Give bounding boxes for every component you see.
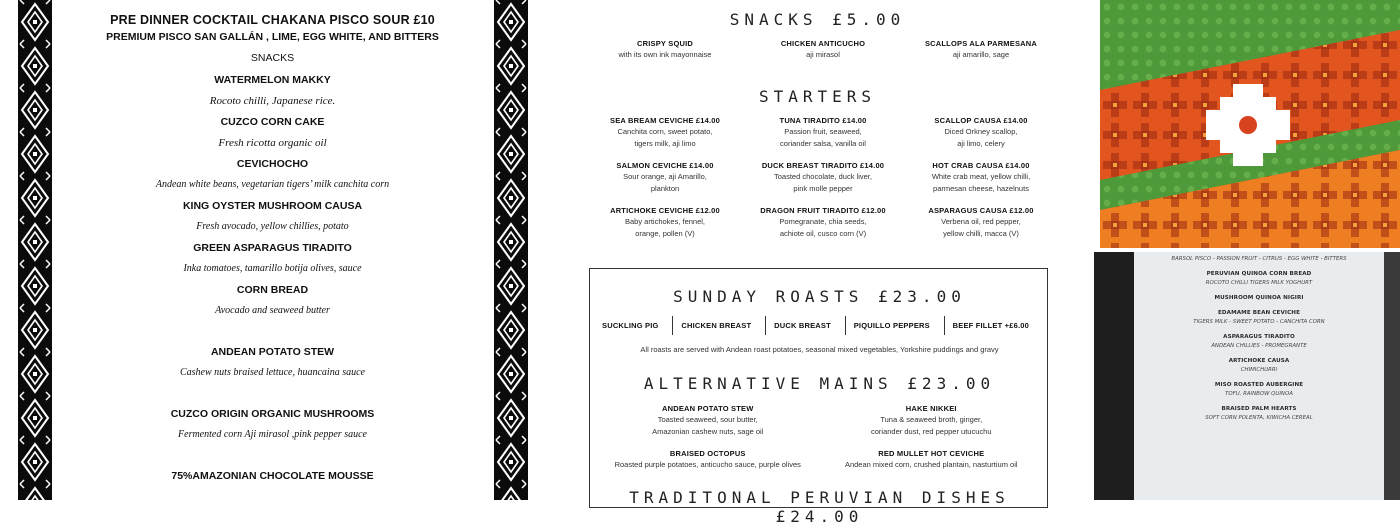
main-menu-page [540,0,1095,526]
menu-item-name: ANDEAN POTATO STEW [210,346,335,358]
menu-item-name: CUZCO ORIGIN ORGANIC MUSHROOMS [170,408,375,420]
item-name: DUCK BREAST TIRADITO £14.00 [761,161,885,170]
menu-item-desc: Inka tomatoes, tamarillo botija olives, sauce [183,263,362,274]
snacks-section-title: SNACKS £5.00 [729,10,906,29]
starters-grid [588,115,1058,250]
item-name: HAKE NIKKEI [905,404,957,413]
roast-options [602,316,1037,335]
starter-item [904,205,1058,240]
snacks-heading: SNACKS [250,52,295,64]
alt-main-item [822,403,1042,438]
item-name: ASPARAGUS CAUSA £12.00 [928,206,1034,215]
item-desc: Andean mixed corn, crushed plantain, nasturtium oil [844,460,1018,469]
item-desc: pink molle pepper [793,184,853,193]
item-desc: Toasted seaweed, sour butter, [657,415,758,424]
item-name: TUNA TIRADITO £14.00 [779,116,867,125]
item-name: CHICKEN ANTICUCHO [780,39,866,48]
snack-item [904,38,1058,61]
item-desc: coriander dust, red pepper utucuchu [871,427,992,436]
roasts-box [589,268,1048,526]
item-name: DRAGON FRUIT TIRADITO £12.00 [760,206,886,215]
item-desc: coriander salsa, vanilla oil [780,139,866,148]
roast-note: All roasts are served with Andean roast potatoes, seasonal mixed vegetables, Yorkshire puddings and gravy [640,345,999,354]
menu1-text [60,12,485,483]
starter-item [588,205,742,240]
printed-menu-photo [1094,252,1400,500]
roast-option: PIQUILLO PEPPERS [845,316,938,335]
item-desc: aji limo, celery [957,139,1005,148]
menu-item-name: GREEN ASPARAGUS TIRADITO [193,242,352,254]
starter-item [588,115,742,150]
item-name: SCALLOPS ALA PARMESANA [924,39,1038,48]
paper-item-desc: CHIMICHURRI [1240,367,1278,373]
item-desc: aji amarillo, sage [952,50,1010,59]
alt-mains-section-title: ALTERNATIVE MAINS £23.00 [643,374,996,393]
menu-item-name: WATERMELON MAKKY [214,74,331,86]
item-desc: with its own ink mayonnaise [618,50,712,59]
item-desc: Canchita corn, sweet potato, [617,127,713,136]
traditional-section-title: TRADITONAL PERUVIAN DISHES £24.00 [629,488,1010,526]
left-textile-border [18,0,52,500]
item-name: ANDEAN POTATO STEW [661,404,754,413]
paper-item-desc: SOFT CORN POLENTA, KIWICHA CEREAL [1205,415,1313,421]
paper-item-name: MUSHROOM QUINOA NIGIRI [1214,295,1304,301]
menu-item-name: CEVICHOCHO [236,158,309,170]
paper-item-name: ARTICHOKE CAUSA [1228,358,1290,364]
item-desc: achiote oil, cusco corn (V) [779,229,867,238]
item-desc: plankton [650,184,680,193]
item-desc: Baby artichokes, fennel, [624,217,706,226]
right-textile-border [494,0,528,500]
printed-menu-paper [1134,252,1384,500]
item-desc: parmesan cheese, hazelnuts [933,184,1029,193]
item-desc: Verbena oil, red pepper, [941,217,1021,226]
item-desc: Passion fruit, seaweed, [784,127,862,136]
paper-item-name: MISO ROASTED AUBERGINE [1214,382,1304,388]
alt-mains-grid [598,403,1041,481]
menu-item-name: CORN BREAD [236,284,309,296]
item-desc: Diced Orkney scallop, [944,127,1018,136]
starter-item [746,115,900,150]
item-desc: Tuna & seaweed broth, ginger, [880,415,983,424]
snacks-grid [588,38,1058,71]
menu-item-name: KING OYSTER MUSHROOM CAUSA [182,200,363,212]
table-edge [1384,252,1400,500]
roast-option: SUCKLING PIG [602,321,659,330]
roast-option: BEEF FILLET +£6.00 [944,316,1037,335]
paper-top-line: BARSOL PISCO - PASSION FRUIT - CITRUS - EGG WHITE - BITTERS [1171,256,1347,262]
starter-item [746,205,900,240]
item-desc: Toasted chocolate, duck liver, [774,172,872,181]
item-name: HOT CRAB CAUSA £14.00 [932,161,1030,170]
paper-item-desc: TOFU, RAINBOW QUINOA [1225,391,1293,397]
item-desc: Sour orange, aji Amarillo, [623,172,707,181]
item-desc: yellow chilli, macca (V) [943,229,1019,238]
menu-item-desc: Fresh ricotta organic oil [218,137,327,149]
item-desc: Pomegranate, chia seeds, [779,217,867,226]
starter-item [588,160,742,195]
snack-item [588,38,742,61]
paper-item-name: BRAISED PALM HEARTS [1221,406,1297,412]
menu-item-name: 75%AMAZONIAN CHOCOLATE MOUSSE [171,470,374,482]
item-name: SALMON CEVICHE £14.00 [616,161,714,170]
item-name: SEA BREAM CEVICHE £14.00 [610,116,720,125]
starter-item [746,160,900,195]
textile-border-pattern [18,0,52,500]
paper-item-name: ASPARAGUS TIRADITO [1223,334,1295,340]
cocktail-subtitle: PREMIUM PISCO SAN GALLÁN , LIME, EGG WHITE, AND BITTERS [106,31,439,43]
item-desc: aji mirasol [806,50,840,59]
paper-item-desc: ANDEAN CHILLIES - PROMEGRANTE [1211,343,1307,349]
starters-section-title: STARTERS [758,87,877,106]
textile-border-pattern [494,0,528,500]
textile-photo [1100,0,1400,248]
paper-item-desc: ROCOTO CHILLI TIGERS MILK YOGHURT [1205,280,1313,286]
menu-item-name: CUZCO CORN CAKE [220,116,325,128]
andean-textile-image [1100,0,1400,248]
item-name: BRAISED OCTOPUS [669,449,746,458]
item-name: RED MULLET HOT CEVICHE [878,449,985,458]
roast-option: CHICKEN BREAST [672,316,759,335]
item-name: ARTICHOKE CEVICHE £12.00 [610,206,720,215]
menu-item-desc: Rocoto chilli, Japanese rice. [209,95,336,107]
item-desc: orange, pollen (V) [635,229,695,238]
roasts-section-title: SUNDAY ROASTS £23.00 [673,287,966,306]
paper-item-desc: TIGERS MILK - SWEET POTATO - CANCHITA CORN [1193,319,1325,325]
menu-item-desc: Cashew nuts braised lettuce, huancaina sauce [180,367,365,378]
item-desc: Amazonian cashew nuts, sage oil [652,427,764,436]
table-shadow [1094,252,1134,500]
item-desc: Roasted purple potatoes, anticucho sauce, purple olives [614,460,801,469]
alt-main-item [822,448,1042,471]
paper-item-name: EDAMAME BEAN CEVICHE [1217,310,1300,316]
item-desc: White crab meat, yellow chilli, [931,172,1031,181]
starter-item [904,160,1058,195]
alt-main-item [598,448,818,471]
cocktail-snack-menu [0,0,540,500]
alt-main-item [598,403,818,438]
cocktail-title: PRE DINNER COCKTAIL CHAKANA PISCO SOUR £10 [110,13,435,27]
menu-item-desc: Andean white beans, vegetarian tigers’ milk canchita corn [155,179,390,190]
paper-item-name: PERUVIAN QUINOA CORN BREAD [1206,271,1312,277]
item-name: SCALLOP CAUSA £14.00 [934,116,1028,125]
item-name: CRISPY SQUID [636,39,694,48]
roast-option: DUCK BREAST [765,316,839,335]
item-desc: tigers milk, aji limo [634,139,696,148]
menu-item-desc: Avocado and seaweed butter [215,305,330,316]
starter-item [904,115,1058,150]
menu-item-desc: Fermented corn Aji mirasol ,pink pepper sauce [178,429,367,440]
snack-item [746,38,900,61]
menu-item-desc: Fresh avocado, yellow chillies, potato [196,221,349,232]
